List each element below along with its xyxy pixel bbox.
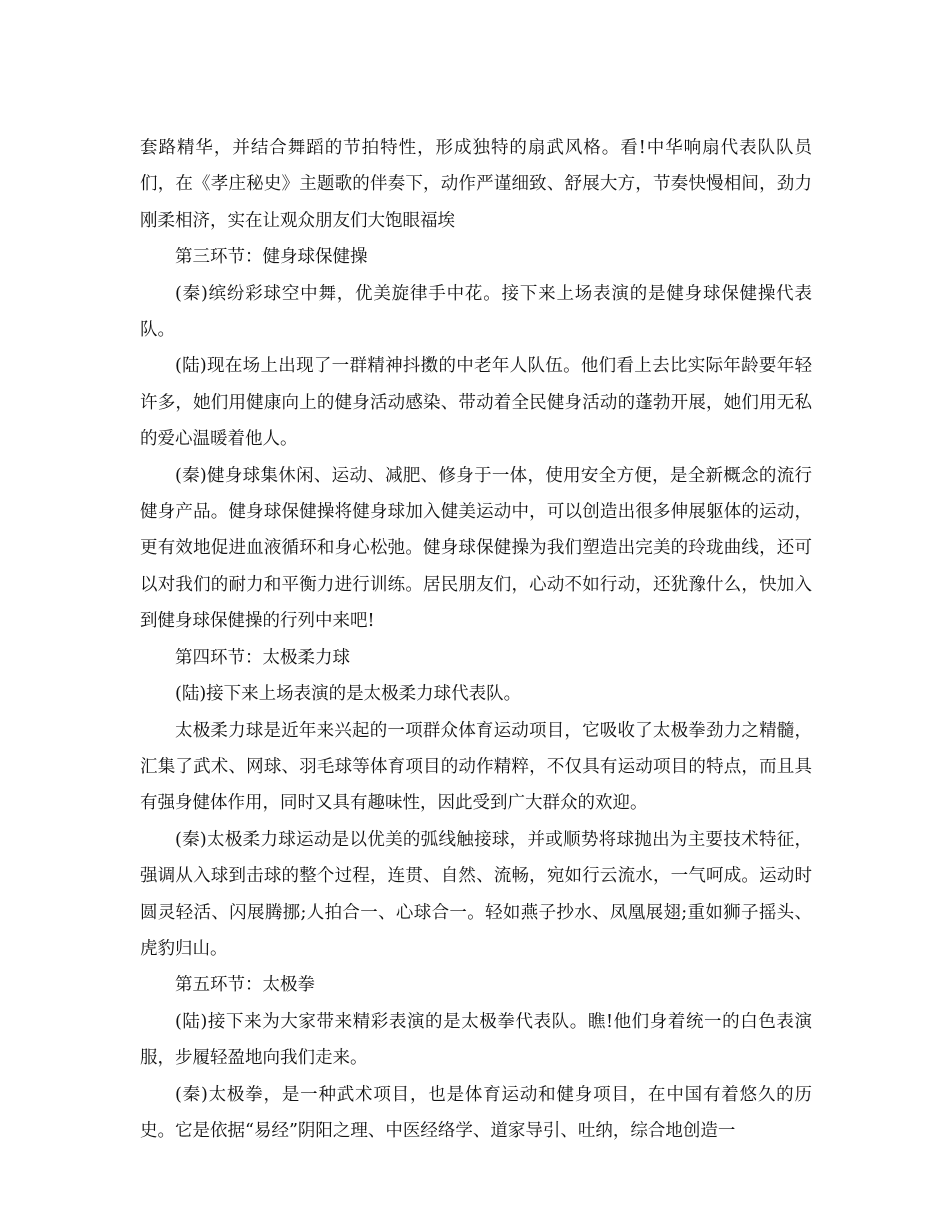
paragraph: (秦)太极拳，是一种武术项目，也是体育运动和健身项目，在中国有着悠久的历史。它是依据“易经”阴阳之理、中医经络学、道家导引、吐纳，综合地创造一	[140, 1084, 812, 1141]
paragraph: (秦)健身球集休闲、运动、减肥、修身于一体，使用安全方便，是全新概念的流行健身产品。健身球保健操将健身球加入健美运动中，可以创造出很多伸展躯体的运动，更有效地促进血液循环和身心松弛。健身球保健操为我们塑造出完美的玲珑曲线，还可以对我们的耐力和平衡力进行训练。居民朋友们，心动不如行动，还犹豫什么，快加入到健身球保健操的行列中来吧!	[140, 465, 812, 632]
paragraph-continuation: 套路精华，并结合舞蹈的节拍特性，形成独特的扇武风格。看!中华响扇代表队队员们，在《孝庄秘史》主题歌的伴奏下，动作严谨细致、舒展大方，节奏快慢相间，劲力刚柔相济，实在让观众朋友们大饱眼福埃	[140, 138, 812, 231]
section-heading-5: 第五环节：太极拳	[175, 975, 315, 996]
section-heading-3: 第三环节：健身球保健操	[175, 247, 368, 268]
paragraph: 太极柔力球是近年来兴起的一项群众体育运动项目，它吸收了太极拳劲力之精髓，汇集了武术、网球、羽毛球等体育项目的动作精粹，不仅具有运动项目的特点，而且具有强身健体作用，同时又具有趣味性，因此受到广大群众的欢迎。	[140, 720, 812, 814]
paragraph: (陆)接下来上场表演的是太极柔力球代表队。	[175, 684, 522, 705]
section-heading-4: 第四环节：太极柔力球	[175, 647, 350, 668]
paragraph: (陆)接下来为大家带来精彩表演的是太极拳代表队。瞧!他们身着统一的白色表演服，步履轻盈地向我们走来。	[140, 1011, 812, 1069]
paragraph: (秦)太极柔力球运动是以优美的弧线触接球，并或顺势将球抛出为主要技术特征，强调从入球到击球的整个过程，连贯、自然、流畅，宛如行云流水，一气呵成。运动时圆灵轻活、闪展腾挪;人拍合一、心球合一。轻如燕子抄水、凤凰展翅;重如狮子摇头、虎豹归山。	[140, 829, 812, 959]
document-body	[140, 130, 812, 1149]
paragraph: (陆)现在场上出现了一群精神抖擞的中老年人队伍。他们看上去比实际年龄要年轻许多，她们用健康向上的健身活动感染、带动着全民健身活动的蓬勃开展，她们用无私的爱心温暖着他人。	[140, 356, 812, 450]
paragraph: (秦)缤纷彩球空中舞，优美旋律手中花。接下来上场表演的是健身球保健操代表队。	[140, 283, 812, 341]
